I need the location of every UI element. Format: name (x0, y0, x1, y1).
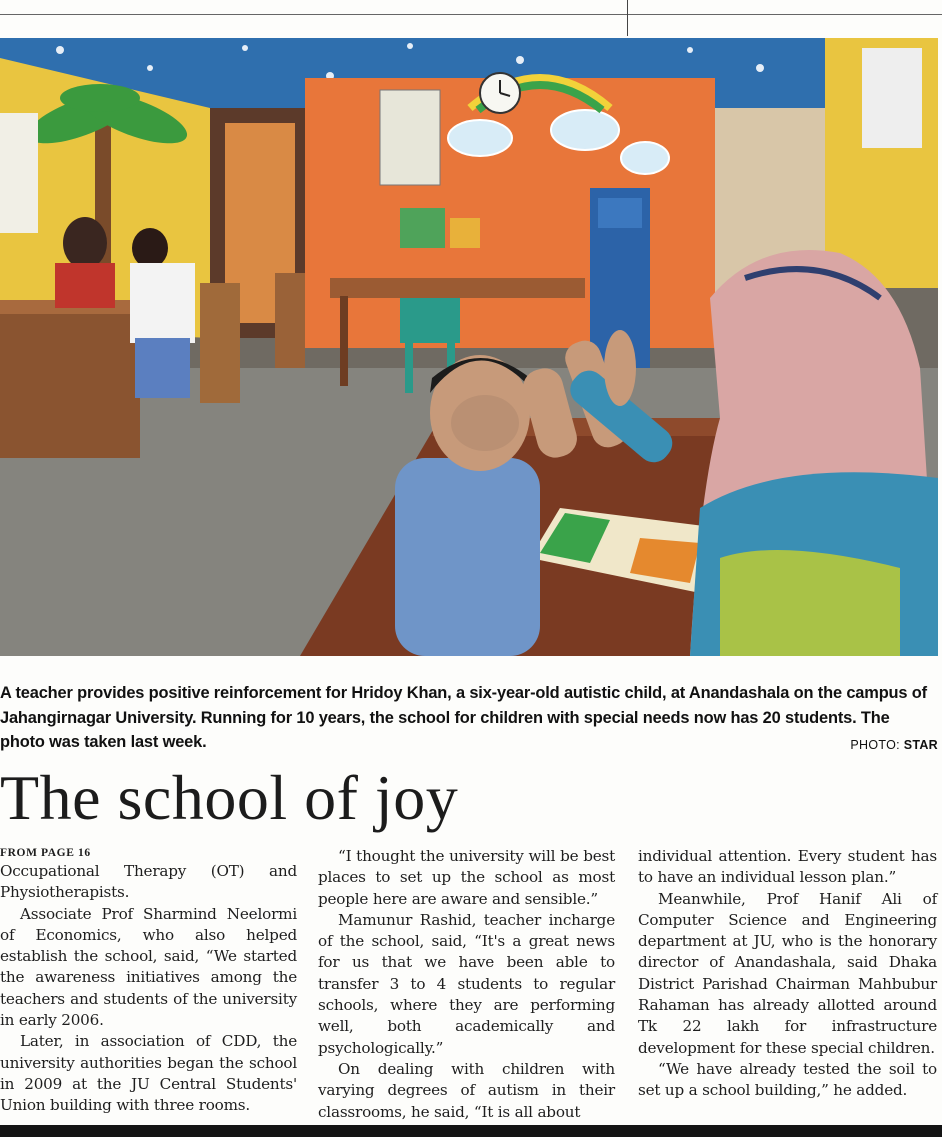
caption-text: A teacher provides positive reinforcement for Hridoy Khan, a six-year-old autistic child, at Anandashala on the campus of Jahangirnagar University. Running for 10 years, the school for children with special needs now has 20 students. The photo was taken last week. (0, 684, 927, 751)
article-paragraph: individual attention. Every student has to have an individual lesson plan.” (638, 847, 937, 887)
credit-source: STAR (903, 738, 938, 752)
article-paragraph: “I thought the university will be best places to set up the school as most people here are aware and sensible.” (318, 847, 615, 908)
article-paragraph: Meanwhile, Prof Hanif Ali of Computer Science and Engineering department at JU, who is the honorary director of Anandashala, said Dhaka District Parishad Chairman Mahbubur Rahaman has already allotted around Tk 22 lakh for infrastructure development for these special children. (638, 889, 937, 1057)
article-paragraph: Associate Prof Sharmind Neelormi of Economics, who also helped establish the school, said, “We started the awareness initiatives among the teachers and students of the university in early 2006. (0, 904, 297, 1030)
article-headline: The school of joy (0, 762, 459, 833)
article-paragraph: “We have already tested the soil to set up a school building,” he added. (638, 1059, 937, 1100)
article-paragraph: On dealing with children with varying degrees of autism in their classrooms, he said, “It is all about (318, 1059, 615, 1121)
continued-from-kicker: FROM PAGE 16 (0, 847, 91, 859)
photo-caption (0, 681, 938, 758)
article-paragraph: Later, in association of CDD, the university authorities began the school in 2009 at the JU Central Students' Union building with three rooms. (0, 1032, 297, 1115)
top-column-divider (627, 0, 628, 36)
classroom-photo-illustration (0, 38, 938, 656)
article-column-3 (638, 846, 937, 1102)
article-paragraph: Mamunur Rashid, teacher incharge of the school, said, “It's a great news for us that we have been able to transfer 3 to 4 students to regular schools, where they are performing well, both academically and psychologically.” (318, 910, 615, 1057)
credit-prefix: PHOTO: (850, 738, 900, 752)
bottom-bar (0, 1125, 942, 1137)
article-photo (0, 38, 938, 656)
top-rule (0, 14, 942, 15)
article-column-2 (318, 846, 615, 1123)
photo-credit (850, 733, 938, 758)
article-paragraph: Occupational Therapy (OT) and Physiotherapists. (0, 862, 297, 902)
article-column-1 (0, 846, 297, 1117)
